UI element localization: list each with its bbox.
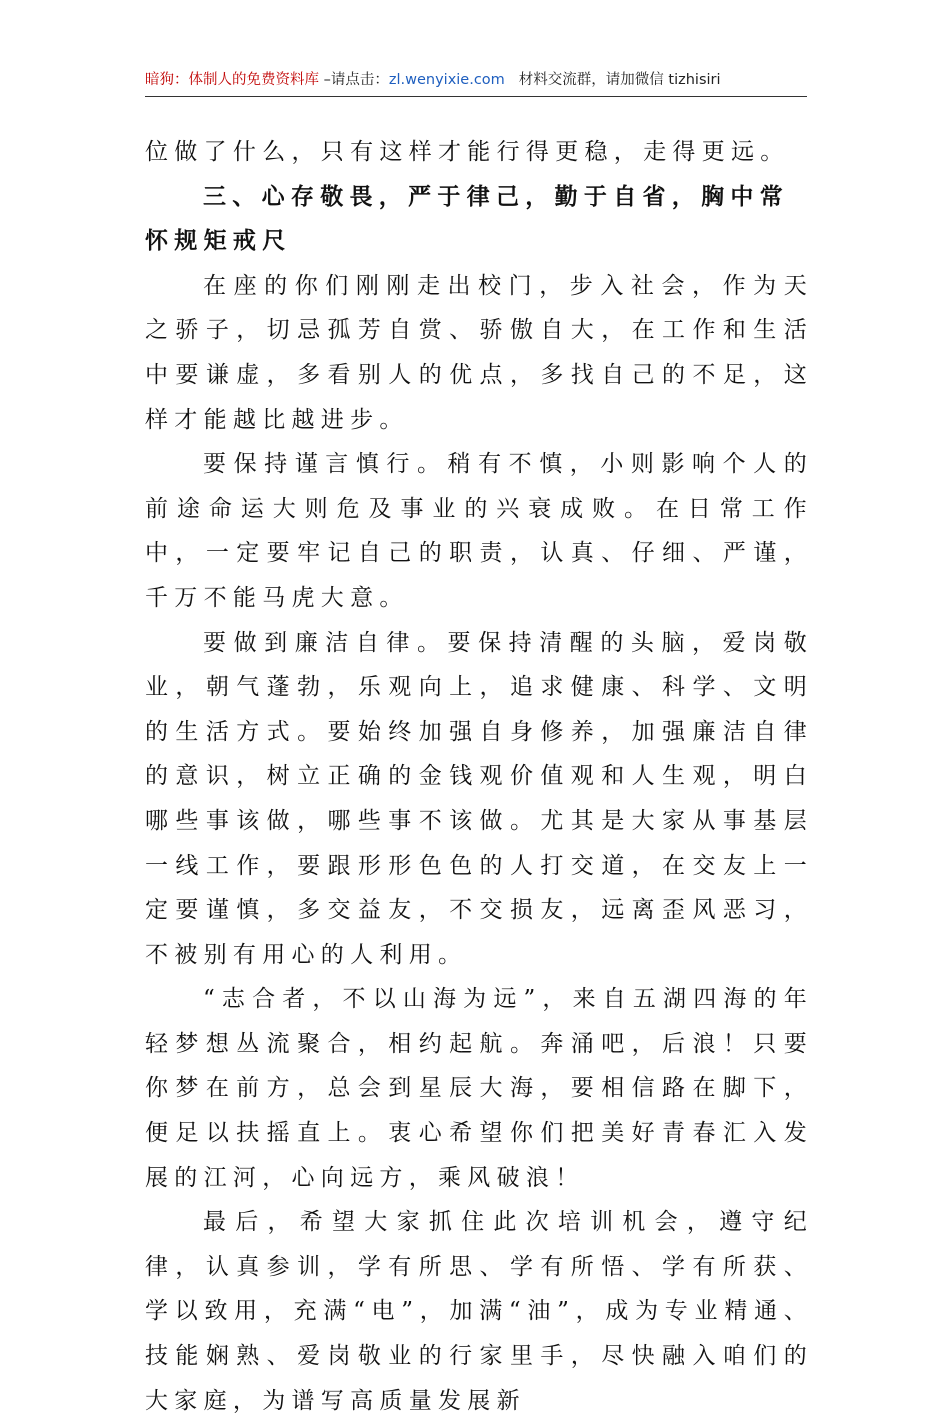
section-heading: 三、心存敬畏，严于律己，勤于自省，胸中常怀规矩戒尺 — [145, 183, 789, 255]
header-click-prompt: –请点击： — [319, 72, 389, 88]
body-paragraph: “志合者，不以山海为远”，来自五湖四海的年轻梦想丛流聚合，相约起航。奔涌吧，后浪！只要你梦在前方，总会到星辰大海，要相信路在脚下，便足以扶摇直上。衷心希望你们把美好青春汇入发展的江河，心向远方，乘风破浪！ — [145, 986, 813, 1191]
body-paragraph: 要做到廉洁自律。要保持清醒的头脑，爱岗敬业，朝气蓬勃，乐观向上，追求健康、科学、文明的生活方式。要始终加强自身修养，加强廉洁自律的意识，树立正确的金钱观价值观和人生观，明白哪些事该做，哪些事不该做。尤其是大家从事基层一线工作，要跟形形色色的人打交道，在交友上一定要谨慎，多交益友，不交损友，远离歪风恶习，不被别有用心的人利用。 — [145, 629, 813, 968]
page-header — [145, 66, 807, 97]
header-url-link[interactable]: zl.wenyixie.com — [388, 72, 505, 88]
header-wechat-note: 材料交流群，请加微信 tizhisiri — [518, 72, 721, 88]
body-paragraph: 在座的你们刚刚走出校门，步入社会，作为天之骄子，切忌孤芳自赏、骄傲自大，在工作和生活中要谦虚，多看别人的优点，多找自己的不足，这样才能越比越进步。 — [145, 272, 813, 433]
lead-paragraph: 位做了什么，只有这样才能行得更稳，走得更远。 — [145, 139, 790, 165]
body-paragraph: 要保持谨言慎行。稍有不慎，小则影响个人的前途命运大则危及事业的兴衰成败。在日常工作中，一定要牢记自己的职责，认真、仔细、严谨，千万不能马虎大意。 — [145, 451, 813, 611]
body-paragraph: 最后，希望大家抓住此次培训机会，遵守纪律，认真参训，学有所思、学有所悟、学有所获、学以致用，充满“电”，加满“油”，成为专业精通、技能娴熟、爱岗敬业的行家里手，尽快融入咱们的大家庭，为谱写高质量发展新 — [145, 1209, 813, 1414]
header-brand-link[interactable]: 暗狗：体制人的免费资料库 — [145, 72, 319, 88]
document-body — [145, 130, 813, 1423]
